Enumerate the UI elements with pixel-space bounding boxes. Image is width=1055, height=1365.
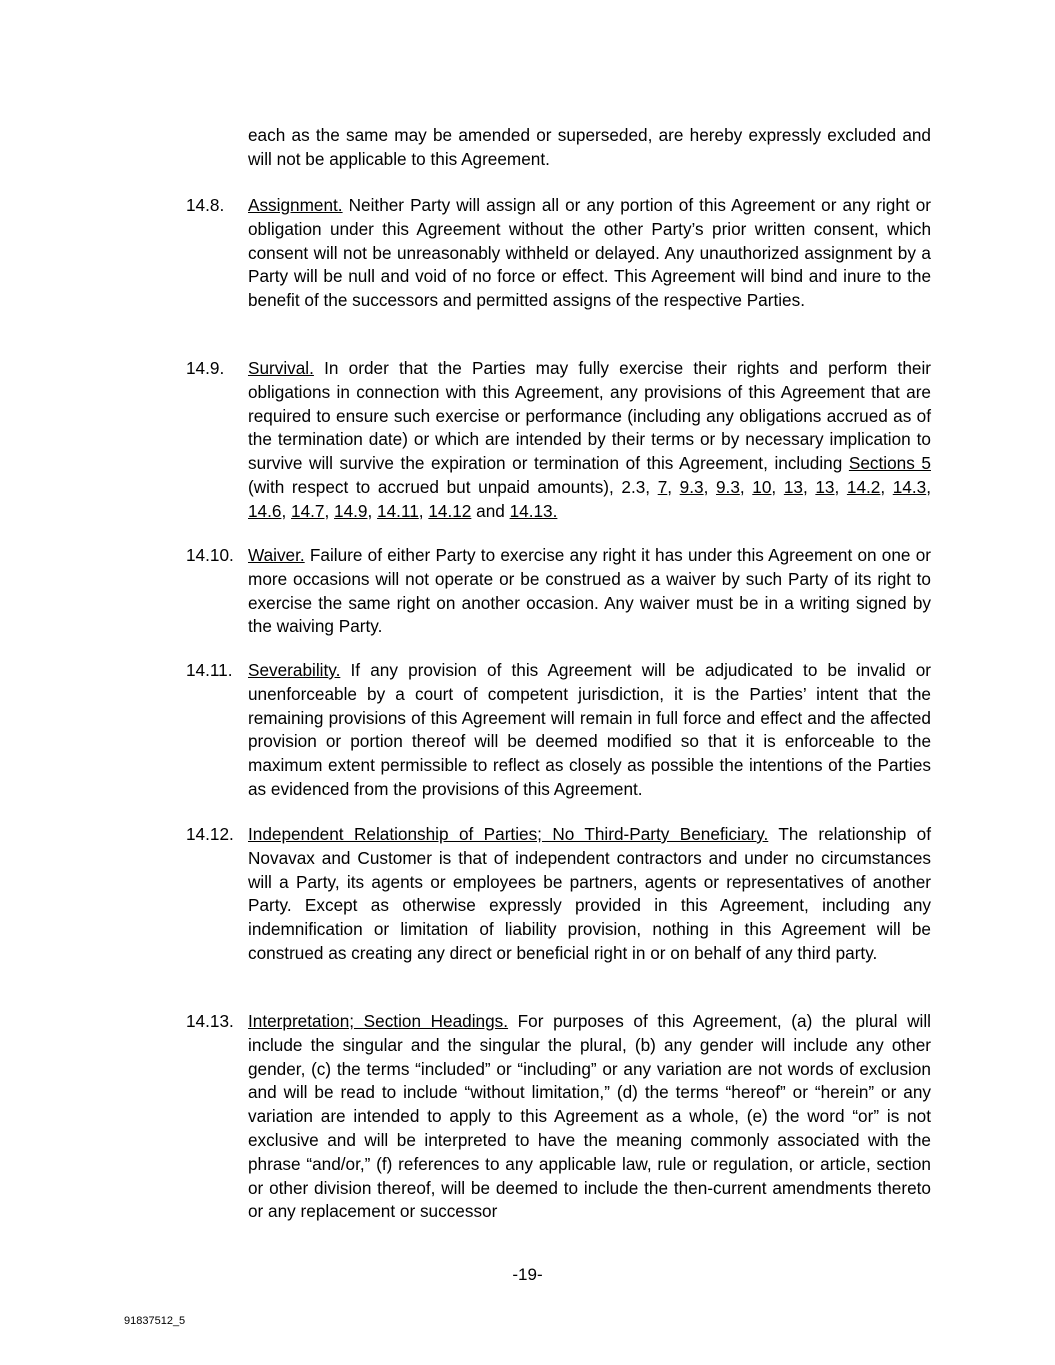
section-text: Failure of either Party to exercise any right it has under this Agreement on one or more occasions will not operate or be construed as a waiver by such Party of its right to exercise the same right on another occasion. Any waiver must be in a writing signed by the waiving Party. bbox=[248, 545, 931, 637]
section-body bbox=[248, 823, 931, 966]
section-heading: Waiver. bbox=[248, 545, 305, 565]
section-number: 14.11. bbox=[186, 660, 233, 680]
section-reference-link[interactable]: 14.6 bbox=[248, 500, 282, 521]
reference-note: (with respect to accrued but unpaid amounts), 2.3, bbox=[248, 476, 658, 497]
section-reference-link[interactable]: 14.2 bbox=[846, 476, 881, 497]
section-number: 14.8. bbox=[186, 195, 225, 215]
page-number: -19- bbox=[512, 1265, 543, 1284]
section-reference-link[interactable]: Sections 5 bbox=[848, 453, 931, 474]
section-14-13 bbox=[186, 1010, 931, 1224]
section-14-11 bbox=[186, 659, 931, 802]
section-body bbox=[248, 1010, 931, 1224]
section-reference-link[interactable]: 9.3 bbox=[679, 476, 704, 497]
section-14-9 bbox=[186, 357, 931, 524]
section-text: Neither Party will assign all or any portion of this Agreement or any right or obligation under this Agreement without the other Party’s prior written consent, which consent will not be unreasonably withheld or delayed. Any unauthorized assignment by a Party will be null and void of no force or effect. This Agreement will bind and inure to the benefit of the successors and permitted assigns of the respective Parties. bbox=[248, 195, 931, 311]
section-heading: Independent Relationship of Parties; No Third-Party Beneficiary. bbox=[248, 824, 769, 844]
reference-conjunction: and bbox=[471, 500, 510, 521]
section-text: If any provision of this Agreement will be adjudicated to be invalid or unenforceable by a court of competent jurisdiction, it is the Parties’ intent that the remaining provisions of this Agreement will remain in full force and effect and the affected provision or portion thereof will be deemed modified so that it is enforceable to the maximum extent permissible to reflect as closely as possible the intentions of the Parties as evidenced from the provisions of this Agreement. bbox=[248, 660, 931, 799]
section-number: 14.9. bbox=[186, 358, 225, 378]
section-number: 14.13. bbox=[186, 1011, 234, 1031]
section-number: 14.12. bbox=[186, 824, 234, 844]
section-reference-link[interactable]: 7 bbox=[657, 476, 668, 497]
section-number: 14.10. bbox=[186, 545, 234, 565]
section-heading: Interpretation; Section Headings. bbox=[248, 1011, 509, 1031]
section-reference-link[interactable]: 10 bbox=[752, 476, 772, 497]
section-body bbox=[248, 194, 931, 313]
section-reference-link[interactable]: 13 bbox=[815, 476, 835, 497]
section-reference-link[interactable]: 14.7 bbox=[291, 500, 325, 521]
section-body bbox=[248, 659, 931, 802]
section-14-12 bbox=[186, 823, 931, 966]
section-reference-link[interactable]: 9.3 bbox=[715, 476, 740, 497]
section-heading: Survival. bbox=[248, 358, 314, 378]
section-reference-link[interactable]: 14.13. bbox=[509, 500, 558, 521]
section-reference-link[interactable]: 14.3 bbox=[892, 476, 927, 497]
section-reference-link[interactable]: 14.9 bbox=[334, 500, 368, 521]
document-id: 91837512_5 bbox=[124, 1315, 186, 1327]
section-heading: Assignment. bbox=[248, 195, 343, 215]
section-14-8 bbox=[186, 194, 931, 313]
section-text: The relationship of Novavax and Customer is that of independent contractors and under no circumstances will a Party, its agents or employees be partners, agents or representatives of another Party. Except as otherwise expressly provided in this Agreement, including any indemnification or limitation of liability provision, nothing in this Agreement will be construed as creating any direct or beneficial right in or on behalf of any third party. bbox=[248, 824, 931, 963]
section-reference-link[interactable]: 14.12 bbox=[428, 500, 472, 521]
section-text: For purposes of this Agreement, (a) the plural will include the singular and the singular the plural, (b) any gender will include any other gender, (c) the terms “included” or “including” or any variation are not words of exclusion and will be read to include “without limitation,” (d) the terms “hereof” or “herein” or any variation are intended to apply to this Agreement as a whole, (e) the word “or” is not exclusive and will be interpreted to have the meaning commonly associated with the phrase “and/or,” (f) references to any applicable law, rule or regulation, or article, section or other division thereof, will be deemed to include the then-current amendments thereto or any replacement or successor bbox=[248, 1011, 932, 1222]
section-heading: Severability. bbox=[248, 660, 341, 680]
section-body bbox=[248, 544, 931, 639]
continuation-paragraph: each as the same may be amended or superseded, are hereby expressly excluded and will not be applicable to this Agreement. bbox=[248, 125, 931, 169]
section-14-10 bbox=[186, 544, 931, 639]
section-text: In order that the Parties may fully exercise their rights and perform their obligations in connection with this Agreement, any provisions of this Agreement that are required to ensure such exercise or performance (including any obligations accrued as of the termination date) or which are intended by their terms or by necessary implication to survive will survive the expiration or termination of this Agreement, including bbox=[248, 358, 931, 474]
section-reference-link[interactable]: 13 bbox=[783, 476, 803, 497]
section-reference-link[interactable]: 14.11 bbox=[377, 500, 419, 521]
section-body: Survival. In order that the Parties may fully exercise their rights and perform their obligations in connection with this Agreement, any provisions of this Agreement that are required to ensure such exercise or performance (including any obligations accrued as of the termination date) or which are intended by their terms or by necessary implication to survive will survive the expiration or termination of this Agreement, including Sections 5 (with respect to accrued but unpaid amounts), 2.3, 7, 9.3, 9.3, 10, 13, 13, 14.2, 14.3, 14.6, 14.7, 14.9, 14.11, 14.12 and 14.13. bbox=[248, 358, 931, 521]
